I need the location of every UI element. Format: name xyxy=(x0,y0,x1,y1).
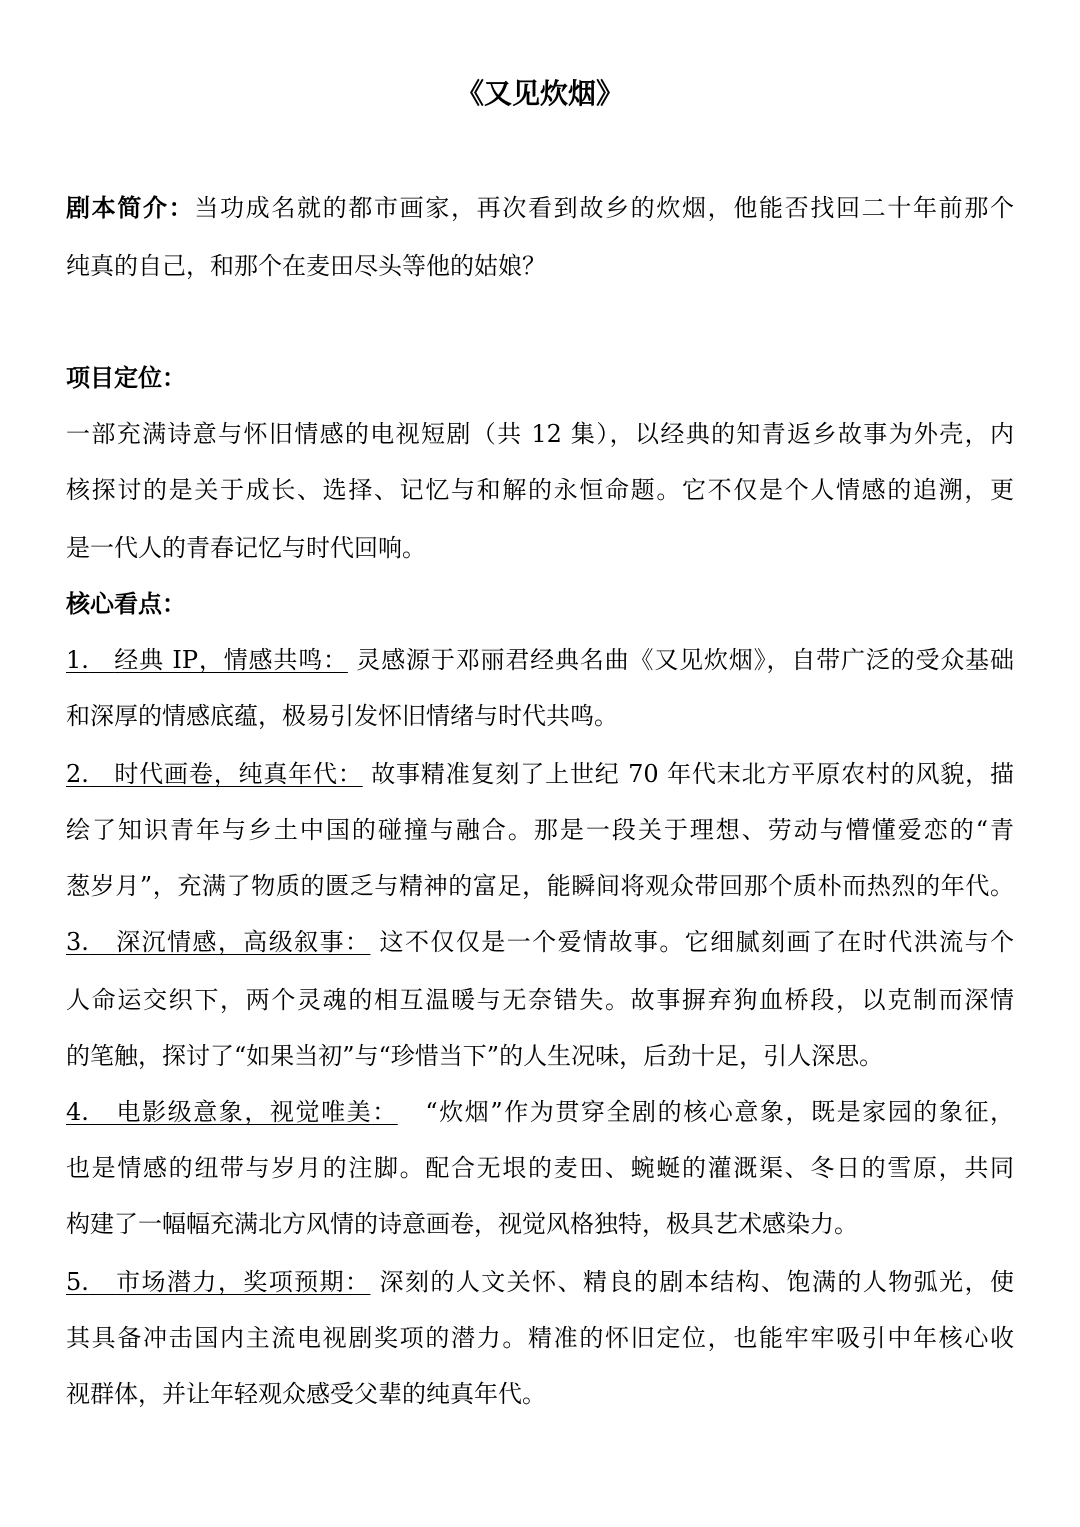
highlight-4-title: 电影级意象，视觉唯美： xyxy=(116,1098,398,1126)
highlight-item-3 xyxy=(66,922,1014,962)
positioning-line-2: 核探讨的是关于成长、选择、记忆与和解的永恒命题。它不仅是个人情感的追溯，更 xyxy=(66,476,1014,504)
highlight-5-number: 5. xyxy=(66,1268,89,1296)
highlight-3-text: 这不仅仅是一个爱情故事。它细腻刻画了在时代洪流与个 xyxy=(379,928,1015,956)
highlight-1-title: 经典 IP，情感共鸣： xyxy=(114,646,348,674)
highlight-1-number: 1. xyxy=(66,646,89,674)
highlight-1-label xyxy=(66,646,348,674)
highlight-2-text: 故事精准复刻了上世纪 70 年代末北方平原农村的风貌，描 xyxy=(371,760,1015,788)
highlight-3-line-2: 人命运交织下，两个灵魂的相互温暖与无奈错失。故事摒弃狗血桥段，以克制而深情 xyxy=(66,986,1014,1014)
highlight-2-title: 时代画卷，纯真年代： xyxy=(114,760,363,788)
positioning-heading: 项目定位： xyxy=(66,363,186,392)
highlight-item-4 xyxy=(66,1092,1014,1132)
highlight-5-line-2: 其具备冲击国内主流电视剧奖项的潜力。精准的怀旧定位，也能牢牢吸引中年核心收 xyxy=(66,1324,1014,1352)
positioning-line-3: 是一代人的青春记忆与时代回响。 xyxy=(66,534,426,562)
highlight-1-text: 灵感源于邓丽君经典名曲《又见炊烟》，自带广泛的受众基础 xyxy=(356,646,1015,674)
synopsis-label: 剧本简介： xyxy=(66,193,195,222)
synopsis-line-1 xyxy=(66,188,1014,228)
highlight-2-line-3: 葱岁月”，充满了物质的匮乏与精神的富足，能瞬间将观众带回那个质朴而热烈的年代。 xyxy=(66,872,1014,900)
document-title: 《又见炊烟》 xyxy=(455,77,624,110)
highlight-1-line-2: 和深厚的情感底蕴，极易引发怀旧情绪与时代共鸣。 xyxy=(66,702,618,730)
highlight-item-5 xyxy=(66,1262,1014,1302)
highlight-4-line-2: 也是情感的纽带与岁月的注脚。配合无垠的麦田、蜿蜒的灌溉渠、冬日的雪原，共同 xyxy=(66,1154,1014,1182)
positioning-line-1: 一部充满诗意与怀旧情感的电视短剧（共 12 集），以经典的知青返乡故事为外壳，内 xyxy=(66,420,1014,448)
highlight-4-line-3: 构建了一幅幅充满北方风情的诗意画卷，视觉风格独特，极具艺术感染力。 xyxy=(66,1210,858,1238)
highlight-2-number: 2. xyxy=(66,760,89,788)
highlight-2-line-2: 绘了知识青年与乡土中国的碰撞与融合。那是一段关于理想、劳动与懵懂爱恋的“青 xyxy=(66,816,1014,844)
highlight-5-text: 深刻的人文关怀、精良的剧本结构、饱满的人物弧光，使 xyxy=(379,1268,1015,1296)
highlight-5-title: 市场潜力，奖项预期： xyxy=(116,1268,371,1296)
synopsis-text-1: 当功成名就的都市画家，再次看到故乡的炊烟，他能否找回二十年前那个 xyxy=(194,194,1015,222)
highlight-4-label xyxy=(66,1098,398,1126)
synopsis-line-2: 纯真的自己，和那个在麦田尽头等他的姑娘？ xyxy=(66,252,546,280)
highlight-item-1 xyxy=(66,640,1014,680)
highlight-2-label xyxy=(66,760,363,788)
highlight-4-number: 4. xyxy=(66,1098,89,1126)
highlight-5-line-3: 视群体，并让年轻观众感受父辈的纯真年代。 xyxy=(66,1380,546,1408)
highlights-heading: 核心看点： xyxy=(66,589,186,618)
highlight-3-number: 3. xyxy=(66,928,89,956)
highlight-item-2 xyxy=(66,754,1014,794)
highlight-5-label xyxy=(66,1268,370,1296)
highlight-3-line-3: 的笔触，探讨了“如果当初”与“珍惜当下”的人生况味，后劲十足，引人深思。 xyxy=(66,1042,884,1070)
highlight-3-label xyxy=(66,928,370,956)
highlight-4-text: “炊烟”作为贯穿全剧的核心意象，既是家园的象征， xyxy=(425,1098,1015,1126)
highlight-3-title: 深沉情感，高级叙事： xyxy=(116,928,371,956)
